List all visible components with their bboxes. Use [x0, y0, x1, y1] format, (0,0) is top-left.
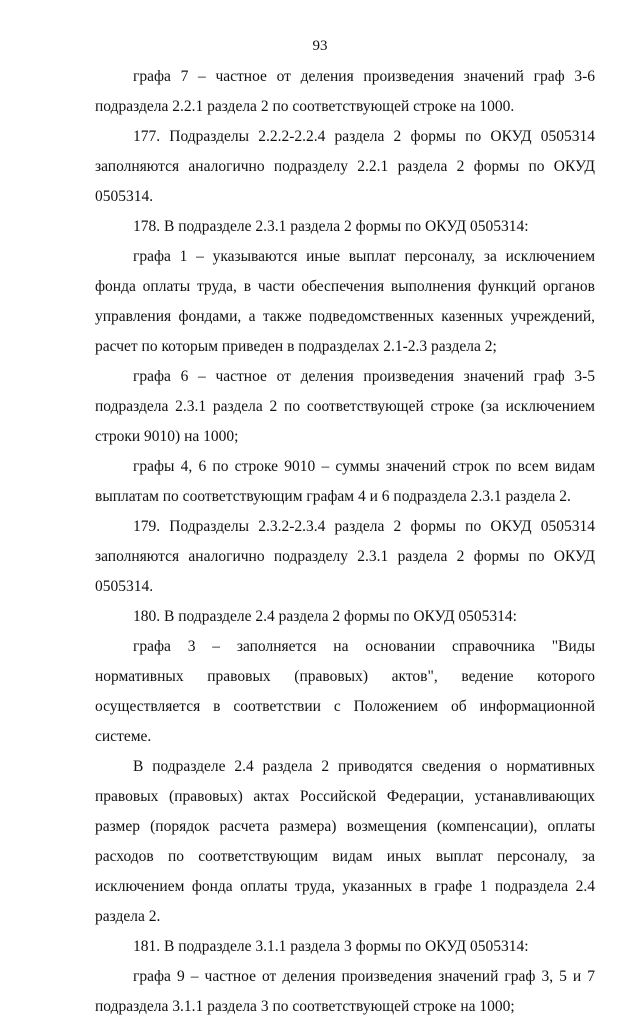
paragraph-180: 180. В подразделе 2.4 раздела 2 формы по ОКУД 0505314: — [133, 608, 517, 625]
paragraph-177: 177. Подразделы 2.2.2-2.2.4 раздела 2 формы по ОКУД 0505314 заполняются аналогично подразделу 2.2.1 раздела 2 формы по ОКУД 0505314. — [95, 128, 595, 205]
paragraph-178: 178. В подразделе 2.3.1 раздела 2 формы по ОКУД 0505314: — [133, 218, 529, 235]
paragraph-graph-7: графа 7 – частное от деления произведения значений граф 3-6 подраздела 2.2.1 раздела 2 по соответствующей строке на 1000. — [95, 68, 595, 115]
paragraph-graph-6: графа 6 – частное от деления произведения значений граф 3-5 подраздела 2.3.1 раздела 2 по соответствующей строке (за исключением строки 9010) на 1000; — [95, 368, 595, 445]
paragraph-graphs-4-6: графы 4, 6 по строке 9010 – суммы значений строк по всем видам выплатам по соответствующим графам 4 и 6 подраздела 2.3.1 раздела 2. — [95, 458, 595, 505]
page-number: 93 — [312, 38, 328, 54]
paragraph-179: 179. Подразделы 2.3.2-2.3.4 раздела 2 формы по ОКУД 0505314 заполняются аналогично подразделу 2.3.1 раздела 2 формы по ОКУД 0505314. — [95, 518, 595, 595]
paragraph-181: 181. В подразделе 3.1.1 раздела 3 формы по ОКУД 0505314: — [133, 938, 529, 955]
document-body — [95, 62, 595, 1022]
paragraph-graph-3: графа 3 – заполняется на основании справочника "Виды нормативных правовых (правовых) актов", ведение которого осуществляется в соответствии с Положением об информационной системе. — [95, 638, 595, 745]
paragraph-graph-1: графа 1 – указываются иные выплат персоналу, за исключением фонда оплаты труда, в части обеспечения выполнения функций органов управления фондами, а также подведомственных казенных учреждений, расчет по которым приведен в подразделах 2.1-2.3 раздела 2; — [95, 248, 595, 355]
paragraph-subsection-2-4: В подразделе 2.4 раздела 2 приводятся сведения о нормативных правовых (правовых) актах Российской Федерации, устанавливающих размер (порядок расчета размера) возмещения (компенсации), оплаты расходов по соответствующим видам иных выплат персоналу, за исключением фонда оплаты труда, указанных в графе 1 подраздела 2.4 раздела 2. — [95, 758, 595, 925]
paragraph-graph-9: графа 9 – частное от деления произведения значений граф 3, 5 и 7 подраздела 3.1.1 раздела 3 по соответствующей строке на 1000; — [95, 968, 595, 1015]
